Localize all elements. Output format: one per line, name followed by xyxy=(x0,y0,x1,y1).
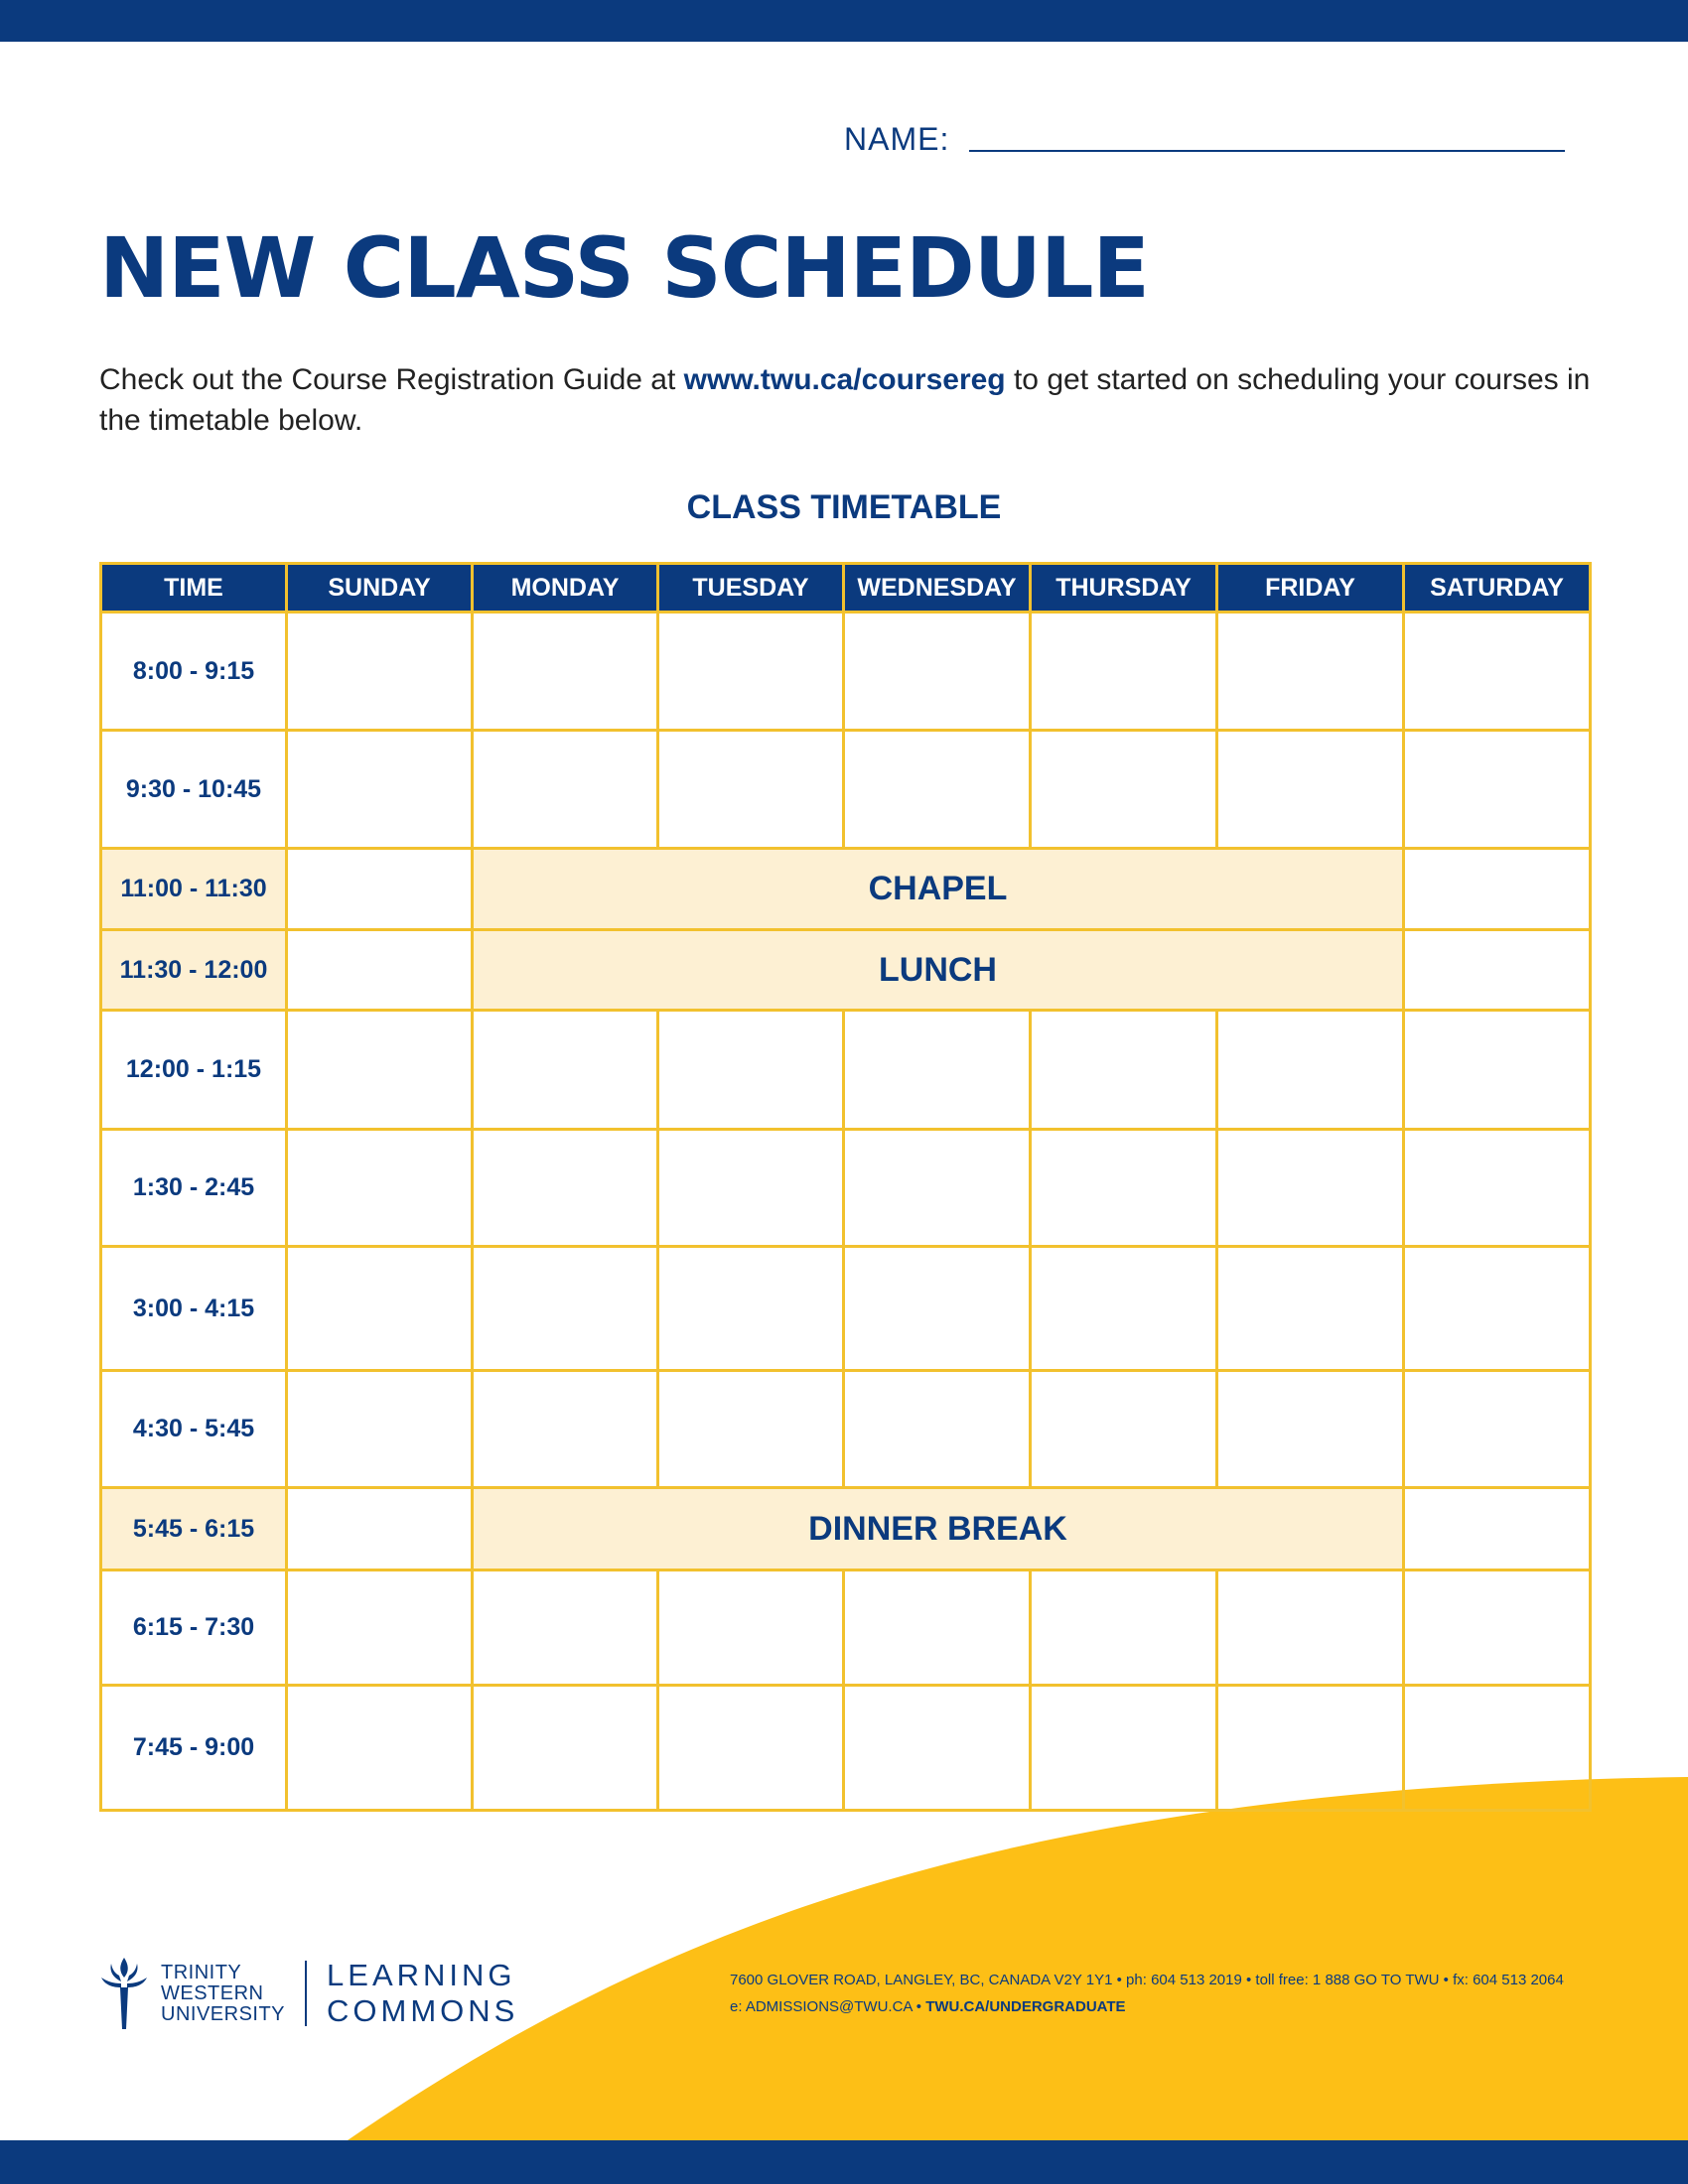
intro-before: Check out the Course Registration Guide at xyxy=(99,363,684,396)
course-registration-link[interactable]: www.twu.ca/coursereg xyxy=(683,363,1006,396)
table-row xyxy=(101,731,1591,849)
unit-name xyxy=(327,1958,518,2029)
slot-tuesday[interactable] xyxy=(658,1570,844,1686)
slot-tuesday[interactable] xyxy=(658,731,844,849)
dinner-break-block: DINNER BREAK xyxy=(473,1488,1404,1570)
bottom-bar xyxy=(0,2140,1688,2184)
slot-sunday[interactable] xyxy=(287,731,473,849)
time-cell: 9:30 - 10:45 xyxy=(101,731,287,849)
slot-thursday[interactable] xyxy=(1031,731,1217,849)
slot-sunday[interactable] xyxy=(287,1371,473,1488)
chapel-block: CHAPEL xyxy=(473,849,1404,930)
time-cell: 5:45 - 6:15 xyxy=(101,1488,287,1570)
slot-friday[interactable] xyxy=(1217,1371,1404,1488)
footer-email[interactable]: e: ADMISSIONS@TWU.CA xyxy=(730,1998,913,2015)
column-header-saturday: SATURDAY xyxy=(1404,564,1591,613)
footer-contact-line xyxy=(730,1998,1564,2015)
slot-thursday[interactable] xyxy=(1031,1570,1217,1686)
unit-name-line-1: LEARNING xyxy=(327,1958,516,1992)
table-row xyxy=(101,1247,1591,1371)
twu-learning-commons-logo xyxy=(99,1954,518,2033)
slot-sunday[interactable] xyxy=(287,613,473,731)
slot-sunday[interactable] xyxy=(287,1011,473,1130)
table-row xyxy=(101,1011,1591,1130)
slot-thursday[interactable] xyxy=(1031,1011,1217,1130)
column-header-time: TIME xyxy=(101,564,287,613)
slot-saturday[interactable] xyxy=(1404,849,1591,930)
slot-tuesday[interactable] xyxy=(658,1686,844,1811)
slot-tuesday[interactable] xyxy=(658,1130,844,1247)
column-header-monday: MONDAY xyxy=(473,564,658,613)
footer-contact xyxy=(730,1972,1564,2025)
slot-saturday[interactable] xyxy=(1404,1371,1591,1488)
column-header-thursday: THURSDAY xyxy=(1031,564,1217,613)
slot-tuesday[interactable] xyxy=(658,1247,844,1371)
slot-saturday[interactable] xyxy=(1404,731,1591,849)
slot-monday[interactable] xyxy=(473,731,658,849)
slot-wednesday[interactable] xyxy=(844,1011,1031,1130)
table-row xyxy=(101,1130,1591,1247)
column-header-tuesday: TUESDAY xyxy=(658,564,844,613)
slot-saturday[interactable] xyxy=(1404,930,1591,1011)
column-header-sunday: SUNDAY xyxy=(287,564,473,613)
logo-divider xyxy=(305,1961,307,2026)
slot-tuesday[interactable] xyxy=(658,1371,844,1488)
column-header-wednesday: WEDNESDAY xyxy=(844,564,1031,613)
name-label: NAME: xyxy=(844,121,950,157)
slot-wednesday[interactable] xyxy=(844,613,1031,731)
time-cell: 1:30 - 2:45 xyxy=(101,1130,287,1247)
table-row-dinner xyxy=(101,1488,1591,1570)
time-cell: 6:15 - 7:30 xyxy=(101,1570,287,1686)
slot-saturday[interactable] xyxy=(1404,613,1591,731)
slot-monday[interactable] xyxy=(473,1247,658,1371)
slot-saturday[interactable] xyxy=(1404,1130,1591,1247)
intro-text xyxy=(99,359,1609,441)
time-cell: 8:00 - 9:15 xyxy=(101,613,287,731)
slot-thursday[interactable] xyxy=(1031,1130,1217,1247)
slot-friday[interactable] xyxy=(1217,613,1404,731)
slot-sunday[interactable] xyxy=(287,1570,473,1686)
slot-sunday[interactable] xyxy=(287,930,473,1011)
time-cell: 11:00 - 11:30 xyxy=(101,849,287,930)
slot-wednesday[interactable] xyxy=(844,1130,1031,1247)
table-row-lunch xyxy=(101,930,1591,1011)
slot-friday[interactable] xyxy=(1217,1686,1404,1811)
slot-sunday[interactable] xyxy=(287,849,473,930)
footer-separator: • xyxy=(912,1998,926,2015)
time-cell: 11:30 - 12:00 xyxy=(101,930,287,1011)
university-name-line-2: WESTERN xyxy=(161,1981,264,2004)
slot-thursday[interactable] xyxy=(1031,613,1217,731)
slot-monday[interactable] xyxy=(473,613,658,731)
table-row-chapel xyxy=(101,849,1591,930)
slot-wednesday[interactable] xyxy=(844,731,1031,849)
slot-wednesday[interactable] xyxy=(844,1686,1031,1811)
slot-wednesday[interactable] xyxy=(844,1570,1031,1686)
slot-tuesday[interactable] xyxy=(658,1011,844,1130)
footer-website-link[interactable]: TWU.CA/UNDERGRADUATE xyxy=(925,1998,1126,2015)
slot-monday[interactable] xyxy=(473,1686,658,1811)
slot-thursday[interactable] xyxy=(1031,1371,1217,1488)
time-cell: 7:45 - 9:00 xyxy=(101,1686,287,1811)
slot-friday[interactable] xyxy=(1217,1130,1404,1247)
page-title: NEW CLASS SCHEDULE xyxy=(99,219,1149,317)
time-cell: 4:30 - 5:45 xyxy=(101,1371,287,1488)
slot-thursday[interactable] xyxy=(1031,1686,1217,1811)
timetable-title: CLASS TIMETABLE xyxy=(686,488,1002,526)
time-cell: 3:00 - 4:15 xyxy=(101,1247,287,1371)
unit-name-line-2: COMMONS xyxy=(327,1993,519,2028)
slot-saturday[interactable] xyxy=(1404,1011,1591,1130)
slot-sunday[interactable] xyxy=(287,1686,473,1811)
slot-saturday[interactable] xyxy=(1404,1247,1591,1371)
slot-monday[interactable] xyxy=(473,1011,658,1130)
slot-saturday[interactable] xyxy=(1404,1488,1591,1570)
lunch-block: LUNCH xyxy=(473,930,1404,1011)
slot-tuesday[interactable] xyxy=(658,613,844,731)
slot-sunday[interactable] xyxy=(287,1130,473,1247)
footer-address: 7600 GLOVER ROAD, LANGLEY, BC, CANADA V2Y 1Y1 • ph: 604 513 2019 • toll free: 1 888 GO TO TWU • fx: 604 513 2064 xyxy=(730,1972,1564,1988)
slot-saturday[interactable] xyxy=(1404,1570,1591,1686)
slot-monday[interactable] xyxy=(473,1130,658,1247)
slot-sunday[interactable] xyxy=(287,1247,473,1371)
slot-wednesday[interactable] xyxy=(844,1247,1031,1371)
table-row xyxy=(101,1686,1591,1811)
slot-friday[interactable] xyxy=(1217,1570,1404,1686)
slot-thursday[interactable] xyxy=(1031,1247,1217,1371)
university-name xyxy=(161,1963,285,2025)
slot-wednesday[interactable] xyxy=(844,1371,1031,1488)
name-blank-line xyxy=(969,150,1565,152)
slot-saturday[interactable] xyxy=(1404,1686,1591,1811)
table-row xyxy=(101,613,1591,731)
university-name-line-3: UNIVERSITY xyxy=(161,2002,286,2025)
slot-sunday[interactable] xyxy=(287,1488,473,1570)
header-row xyxy=(101,564,1591,613)
column-header-friday: FRIDAY xyxy=(1217,564,1404,613)
slot-monday[interactable] xyxy=(473,1371,658,1488)
intro-after: to get started on scheduling your courses in the timetable below. xyxy=(99,363,1591,437)
slot-friday[interactable] xyxy=(1217,731,1404,849)
slot-friday[interactable] xyxy=(1217,1247,1404,1371)
table-row xyxy=(101,1371,1591,1488)
name-field xyxy=(844,121,1565,158)
slot-monday[interactable] xyxy=(473,1570,658,1686)
slot-friday[interactable] xyxy=(1217,1011,1404,1130)
time-cell: 12:00 - 1:15 xyxy=(101,1011,287,1130)
class-timetable xyxy=(99,562,1592,1812)
twu-torch-icon xyxy=(99,1954,149,2033)
table-row xyxy=(101,1570,1591,1686)
university-name-line-1: TRINITY xyxy=(161,1961,242,1983)
